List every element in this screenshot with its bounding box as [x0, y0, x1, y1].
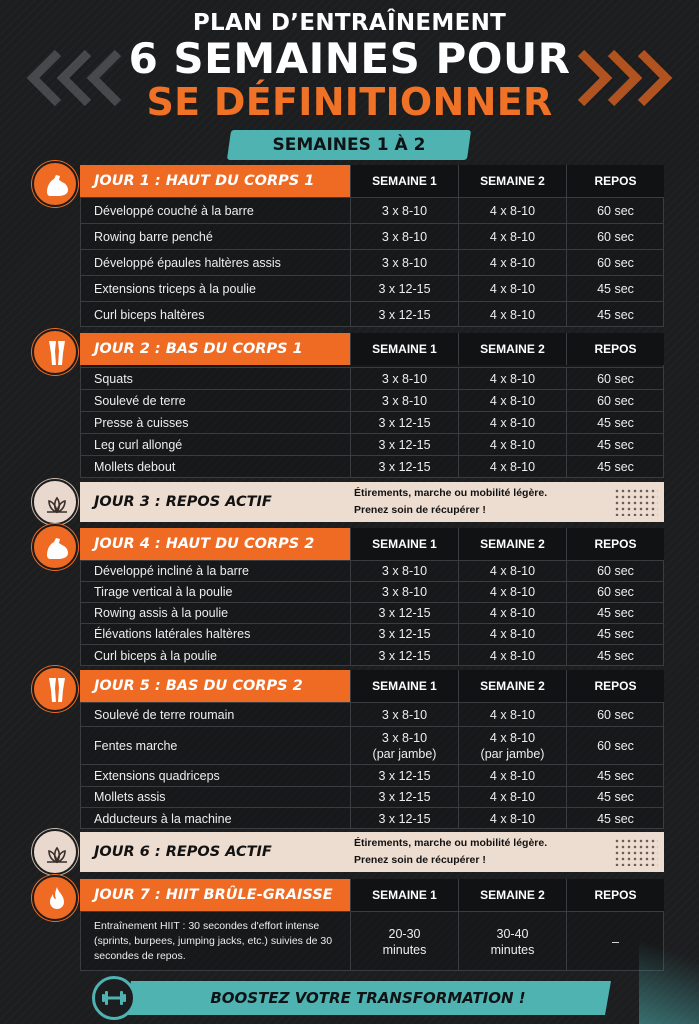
exercise-name: Rowing assis à la poulie — [94, 606, 229, 620]
week-1-value: 3 x 12-15 — [350, 434, 458, 455]
week-1-value: 3 x 12-15 — [350, 787, 458, 807]
col-head-week-1: SEMAINE 1 — [350, 670, 458, 702]
col-head-rest: REPOS — [566, 879, 664, 911]
rest-value: 60 sec — [566, 390, 664, 411]
week-2-value: 4 x 8-10 — [458, 645, 566, 666]
table-row — [80, 433, 664, 455]
week-2-value: 4 x 8-10 — [458, 224, 566, 249]
day-7-section — [32, 879, 664, 971]
exercise-name: Mollets debout — [94, 460, 176, 474]
table-row — [80, 623, 664, 644]
col-head-week-2: SEMAINE 2 — [458, 165, 566, 197]
week-2-value: 4 x 8-10 — [458, 582, 566, 602]
week-2-value: 4 x 8-10 — [458, 808, 566, 829]
rest-value: 60 sec — [566, 703, 664, 726]
week-1-value: 3 x 12-15 — [350, 765, 458, 786]
week-2-value: 4 x 8-10 (par jambe) — [458, 727, 566, 764]
col-head-week-2: SEMAINE 2 — [458, 333, 566, 365]
rest-note-line-2: Prenez soin de récupérer ! — [354, 854, 486, 866]
footer-banner — [125, 981, 611, 1015]
legs-icon — [32, 666, 78, 712]
table-row — [80, 602, 664, 623]
weeks-banner-label: SEMAINES 1 À 2 — [272, 135, 426, 155]
week-1-value: 3 x 12-15 — [350, 645, 458, 666]
exercise-name: Extensions quadriceps — [94, 768, 220, 783]
flexed-arm-icon — [32, 524, 78, 570]
rest-value: 45 sec — [566, 434, 664, 455]
week-2-value: 4 x 8-10 — [458, 434, 566, 455]
week-1-value: 3 x 8-10 (par jambe) — [350, 727, 458, 764]
exercise-name: Rowing barre penché — [94, 229, 213, 244]
week-2-value: 4 x 8-10 — [458, 198, 566, 223]
teal-splash-decoration — [639, 904, 699, 1024]
day-1-title: JOUR 1 : HAUT DU CORPS 1 — [94, 173, 315, 189]
week-1-value: 3 x 8-10 — [350, 224, 458, 249]
table-row — [80, 249, 664, 275]
day-2-section — [32, 333, 664, 478]
rest-value: 60 sec — [566, 561, 664, 581]
week-1-value: 3 x 8-10 — [350, 368, 458, 389]
rest-note — [354, 832, 547, 872]
poster-header — [0, 0, 699, 124]
col-head-rest: REPOS — [566, 670, 664, 702]
exercise-name: Élévations latérales haltères — [94, 627, 251, 641]
rest-note-line-2: Prenez soin de récupérer ! — [354, 504, 486, 516]
week-2-value: 4 x 8-10 — [458, 368, 566, 389]
day-6-title: JOUR 6 : REPOS ACTIF — [94, 844, 272, 860]
exercise-name: Squats — [94, 371, 133, 386]
rest-note-line-1: Étirements, marche ou mobilité légère. — [354, 487, 548, 499]
week-2-value: 4 x 8-10 — [458, 603, 566, 623]
exercise-name: Développé couché à la barre — [94, 203, 254, 218]
col-head-rest: REPOS — [566, 165, 664, 197]
week-2-value: 4 x 8-10 — [458, 787, 566, 807]
table-row — [80, 911, 664, 971]
exercise-name: Développé incliné à la barre — [94, 564, 249, 578]
dots-decoration — [614, 488, 658, 516]
table-row — [80, 581, 664, 602]
exercise-name: Leg curl allongé — [94, 437, 183, 452]
header-line-2: 6 SEMAINES POUR — [128, 34, 571, 83]
week-2-value: 4 x 8-10 — [458, 302, 566, 327]
header-line-1: PLAN D’ENTRAÎNEMENT — [192, 10, 507, 36]
week-2-value: 4 x 8-10 — [458, 250, 566, 275]
table-row — [80, 275, 664, 301]
day-2-title: JOUR 2 : BAS DU CORPS 1 — [94, 341, 303, 357]
rest-value: 45 sec — [566, 412, 664, 433]
day-7-title-bar — [80, 879, 350, 911]
day-3-section — [32, 482, 664, 522]
week-1-value: 3 x 8-10 — [350, 198, 458, 223]
rest-day-bar — [80, 482, 664, 522]
header-line-3: SE DÉFINITIONNER — [146, 80, 553, 124]
week-1-value: 3 x 8-10 — [350, 703, 458, 726]
week-1-value: 3 x 8-10 — [350, 561, 458, 581]
week-1-value: 3 x 8-10 — [350, 582, 458, 602]
exercise-name: Presse à cuisses — [94, 415, 189, 430]
dumbbell-icon — [92, 976, 136, 1020]
rest-value: 45 sec — [566, 808, 664, 829]
rest-value: 45 sec — [566, 302, 664, 327]
week-1-value: 3 x 12-15 — [350, 302, 458, 327]
rest-value: 60 sec — [566, 224, 664, 249]
exercise-name: Tirage vertical à la poulie — [94, 585, 233, 599]
table-row — [80, 560, 664, 581]
hiit-description: Entraînement HIIT : 30 secondes d'effort intense (sprints, burpees, jumping jacks, etc.) suivies de 30 secondes de repos. — [94, 920, 333, 962]
rest-value: 60 sec — [566, 198, 664, 223]
rest-value: 45 sec — [566, 456, 664, 478]
rest-value: 45 sec — [566, 787, 664, 807]
week-1-value: 3 x 12-15 — [350, 624, 458, 644]
exercise-name: Curl biceps à la poulie — [94, 648, 217, 663]
table-row — [80, 786, 664, 807]
weeks-banner — [227, 130, 471, 160]
week-1-value: 3 x 12-15 — [350, 603, 458, 623]
exercise-name: Soulevé de terre — [94, 393, 186, 408]
week-2-value: 4 x 8-10 — [458, 703, 566, 726]
rest-value: 45 sec — [566, 765, 664, 786]
col-head-week-1: SEMAINE 1 — [350, 333, 458, 365]
col-head-rest: REPOS — [566, 333, 664, 365]
rest-note-line-1: Étirements, marche ou mobilité légère. — [354, 837, 548, 849]
week-2-value: 4 x 8-10 — [458, 561, 566, 581]
week-1-value: 3 x 12-15 — [350, 276, 458, 301]
week-1-value: 3 x 12-15 — [350, 456, 458, 478]
week-1-value: 3 x 8-10 — [350, 390, 458, 411]
week-1-value: 3 x 12-15 — [350, 412, 458, 433]
table-row — [80, 301, 664, 327]
rest-value: 60 sec — [566, 368, 664, 389]
col-head-week-1: SEMAINE 1 — [350, 528, 458, 560]
table-row — [80, 726, 664, 764]
day-1-title-bar — [80, 165, 350, 197]
week-2-value: 30-40 minutes — [458, 912, 566, 971]
col-head-week-2: SEMAINE 2 — [458, 670, 566, 702]
day-2-title-bar — [80, 333, 350, 365]
rest-value: 60 sec — [566, 250, 664, 275]
flame-icon — [32, 875, 78, 921]
rest-value: 60 sec — [566, 727, 664, 764]
lotus-icon — [32, 829, 78, 875]
table-row — [80, 644, 664, 666]
table-row — [80, 197, 664, 223]
day-3-title: JOUR 3 : REPOS ACTIF — [94, 494, 272, 510]
day-5-section — [32, 670, 664, 829]
table-row — [80, 702, 664, 726]
day-5-title: JOUR 5 : BAS DU CORPS 2 — [94, 678, 303, 694]
day-6-section — [32, 832, 664, 872]
col-head-week-2: SEMAINE 2 — [458, 528, 566, 560]
week-2-value: 4 x 8-10 — [458, 412, 566, 433]
rest-value: 45 sec — [566, 603, 664, 623]
day-4-title: JOUR 4 : HAUT DU CORPS 2 — [94, 536, 315, 552]
table-row — [80, 411, 664, 433]
lotus-icon — [32, 479, 78, 525]
table-row — [80, 455, 664, 478]
day-7-title: JOUR 7 : HIIT BRÛLE-GRAISSE — [94, 887, 333, 903]
week-1-value: 3 x 12-15 — [350, 808, 458, 829]
week-2-value: 4 x 8-10 — [458, 390, 566, 411]
week-1-value: 20-30 minutes — [350, 912, 458, 971]
col-head-rest: REPOS — [566, 528, 664, 560]
day-4-section — [32, 528, 664, 666]
week-2-value: 4 x 8-10 — [458, 456, 566, 478]
exercise-name: Développé épaules haltères assis — [94, 255, 281, 270]
week-2-value: 4 x 8-10 — [458, 624, 566, 644]
table-row — [80, 223, 664, 249]
col-head-week-1: SEMAINE 1 — [350, 879, 458, 911]
table-row — [80, 389, 664, 411]
exercise-name: Adducteurs à la machine — [94, 811, 232, 826]
footer-label: BOOSTEZ VOTRE TRANSFORMATION ! — [210, 989, 526, 1007]
table-row — [80, 807, 664, 829]
flexed-arm-icon — [32, 161, 78, 207]
exercise-name: Extensions triceps à la poulie — [94, 281, 256, 296]
exercise-name: Curl biceps haltères — [94, 307, 205, 322]
col-head-week-1: SEMAINE 1 — [350, 165, 458, 197]
rest-value: 45 sec — [566, 276, 664, 301]
dots-decoration — [614, 838, 658, 866]
week-2-value: 4 x 8-10 — [458, 276, 566, 301]
day-4-title-bar — [80, 528, 350, 560]
exercise-name: Mollets assis — [94, 790, 166, 804]
exercise-name: Soulevé de terre roumain — [94, 707, 235, 722]
col-head-week-2: SEMAINE 2 — [458, 879, 566, 911]
legs-icon — [32, 329, 78, 375]
rest-day-bar — [80, 832, 664, 872]
table-row — [80, 764, 664, 786]
week-1-value: 3 x 8-10 — [350, 250, 458, 275]
rest-value: 45 sec — [566, 645, 664, 666]
day-1-section — [32, 165, 664, 327]
exercise-name: Fentes marche — [94, 738, 178, 753]
week-2-value: 4 x 8-10 — [458, 765, 566, 786]
rest-value: 45 sec — [566, 624, 664, 644]
rest-value: 60 sec — [566, 582, 664, 602]
rest-value: – — [566, 912, 664, 971]
day-5-title-bar — [80, 670, 350, 702]
table-row — [80, 367, 664, 389]
rest-note — [354, 482, 547, 522]
